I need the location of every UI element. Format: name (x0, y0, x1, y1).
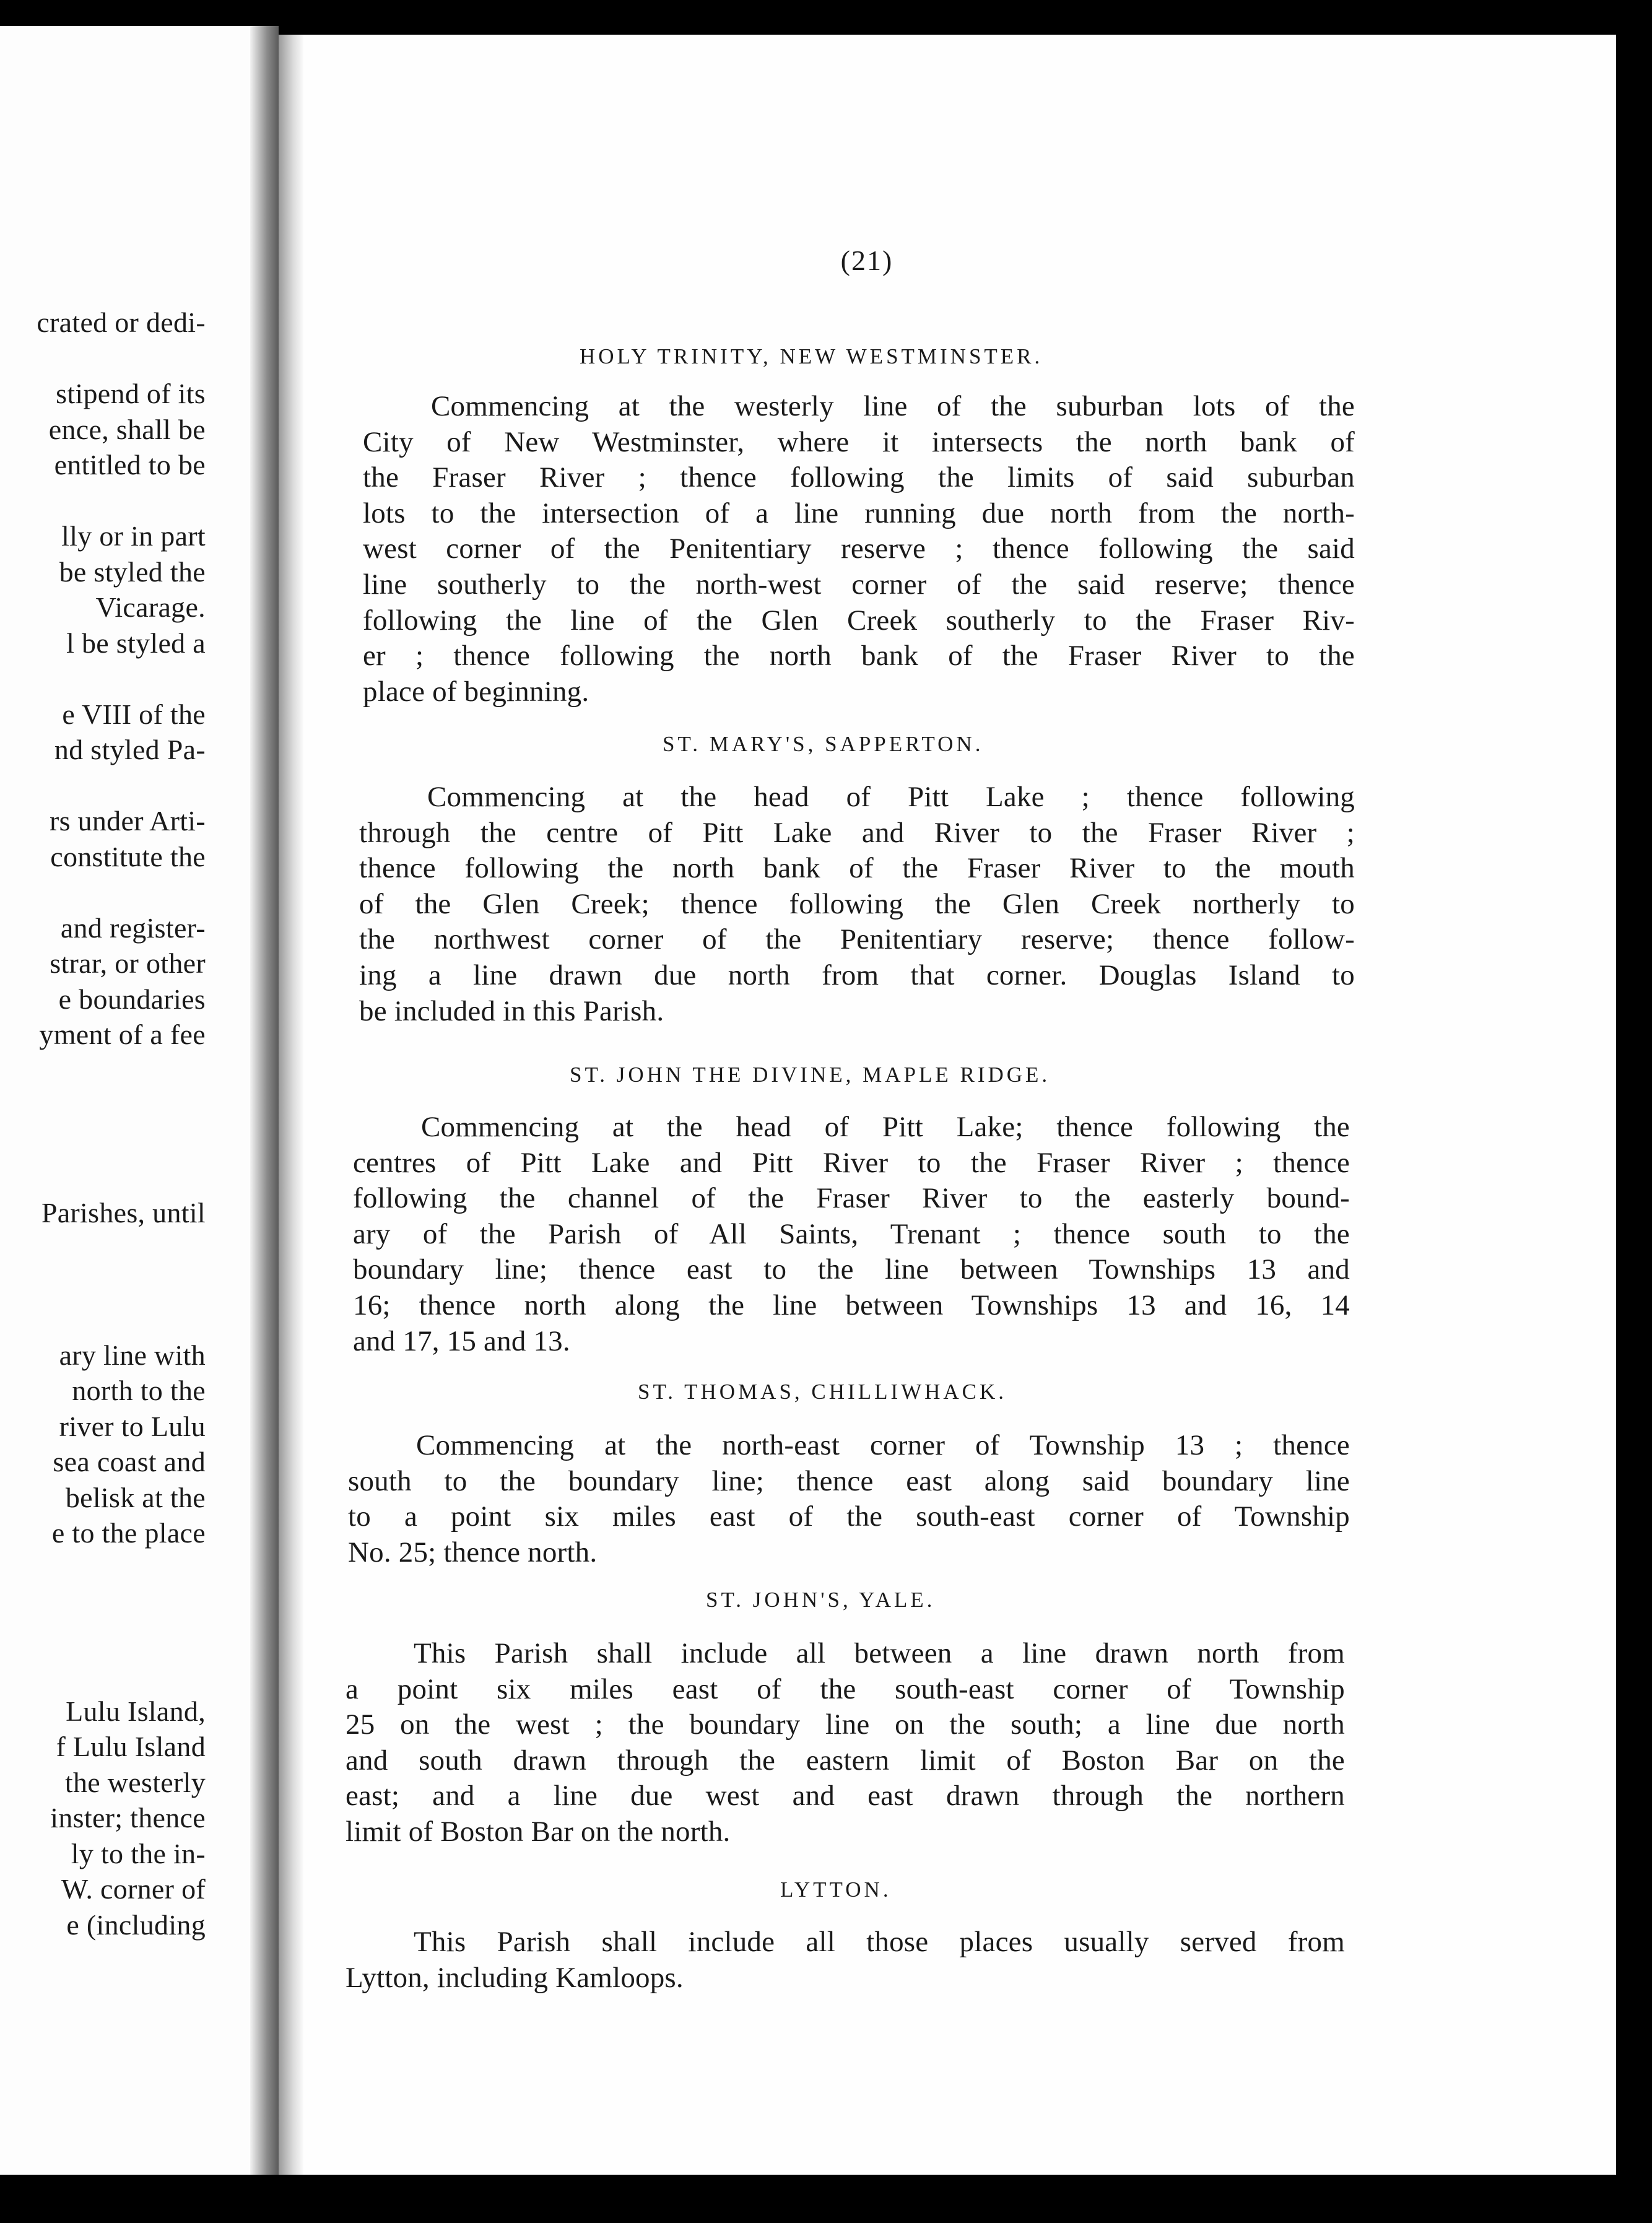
text-line: place of beginning. (363, 675, 589, 708)
left-page-line: e to the place (51, 1517, 206, 1549)
section-text-st-thomas (348, 1428, 1350, 1570)
section-text-st-johns-yale (346, 1636, 1345, 1850)
text-line: boundary line; thence east to the line between Townships 13 and (353, 1253, 1350, 1286)
left-page-line: nd styled Pa- (54, 734, 206, 765)
text-line: the northwest corner of the Penitentiary reserve; thence follow- (359, 923, 1355, 956)
left-page-line: the westerly (64, 1766, 206, 1798)
left-facing-page (0, 26, 279, 2175)
left-page-line: constitute the (50, 840, 206, 872)
text-line: south to the boundary line; thence east along said boundary line (348, 1464, 1350, 1497)
text-line: City of New Westminster, where it intersects the north bank of (363, 425, 1355, 458)
section-heading-st-john-the-divine: ST. JOHN THE DIVINE, MAPLE RIDGE. (570, 1063, 1051, 1087)
section-text-lytton (346, 1925, 1345, 1996)
text-line: Commencing at the westerly line of the suburban lots of the (431, 390, 1355, 422)
text-line: a point six miles east of the south-east corner of Township (346, 1673, 1345, 1705)
left-page-line: north to the (72, 1375, 206, 1406)
text-line: This Parish shall include all those places usually served from (414, 1926, 1345, 1958)
section-text-st-marys (359, 780, 1355, 1029)
section-heading-st-johns-yale: ST. JOHN'S, YALE. (706, 1588, 936, 1612)
text-line: ary of the Parish of All Saints, Trenant ; thence south to the (353, 1217, 1350, 1250)
page-number: (21) (840, 245, 893, 276)
text-line: thence following the north bank of the Fraser River to the mouth (359, 852, 1355, 885)
left-page-line: yment of a fee (39, 1019, 206, 1050)
text-line: Commencing at the head of Pitt Lake ; thence following (427, 781, 1355, 813)
left-page-line: e (including (66, 1908, 206, 1941)
left-page-line: W. corner of (61, 1873, 206, 1905)
left-page-line: f Lulu Island (56, 1731, 206, 1762)
text-line: 16; thence north along the line between Townships 13 and 16, 14 (353, 1289, 1350, 1321)
text-line: the Fraser River ; thence following the limits of said suburban (363, 461, 1355, 494)
text-line: following the line of the Glen Creek southerly to the Fraser Riv- (363, 604, 1355, 637)
text-line: Lytton, including Kamloops. (346, 1961, 684, 1994)
left-page-line: ence, shall be (48, 413, 206, 445)
left-page-line: entitled to be (54, 449, 206, 481)
text-line: through the centre of Pitt Lake and River to the Fraser River ; (359, 816, 1355, 849)
text-line: east; and a line due west and east drawn through the northern (346, 1780, 1345, 1812)
text-line: be included in this Parish. (359, 994, 664, 1027)
left-page-line: rs under Arti- (49, 805, 206, 837)
section-heading-holy-trinity: HOLY TRINITY, NEW WESTMINSTER. (580, 344, 1043, 368)
page-gutter-shadow (279, 35, 303, 2175)
left-page-line: ly to the in- (71, 1837, 206, 1869)
section-heading-lytton: LYTTON. (780, 1877, 892, 1902)
left-page-line: e VIII of the (62, 698, 206, 730)
main-page (279, 35, 1616, 2175)
section-text-st-john-the-divine (353, 1110, 1350, 1359)
left-page-line: river to Lulu (59, 1410, 206, 1442)
text-line: and 17, 15 and 13. (353, 1325, 570, 1357)
left-page-line: Vicarage. (95, 591, 206, 623)
section-text-holy-trinity (363, 389, 1355, 710)
left-page-line: stipend of its (56, 378, 206, 409)
text-line: and south drawn through the eastern limit of Boston Bar on the (346, 1744, 1345, 1777)
text-line: lots to the intersection of a line running due north from the north- (363, 497, 1355, 529)
left-page-line: crated or dedi- (37, 307, 206, 338)
section-heading-st-marys: ST. MARY'S, SAPPERTON. (663, 732, 984, 756)
left-page-line: strar, or other (50, 947, 206, 979)
text-line: following the channel of the Fraser River to the easterly bound- (353, 1182, 1350, 1215)
left-page-line: ary line with (59, 1339, 206, 1371)
left-page-line: sea coast and (53, 1446, 206, 1477)
left-page-spine-shadow (250, 26, 279, 2175)
left-page-line: and register- (60, 911, 206, 944)
section-heading-st-thomas: ST. THOMAS, CHILLIWHACK. (638, 1380, 1007, 1404)
text-line: west corner of the Penitentiary reserve ; thence following the said (363, 533, 1355, 565)
text-line: 25 on the west ; the boundary line on the south; a line due north (346, 1708, 1345, 1741)
scan-border-right (1616, 35, 1652, 2175)
left-page-line: Lulu Island, (66, 1695, 206, 1727)
left-page-line: Parishes, until (41, 1196, 206, 1229)
left-page-line: inster; thence (50, 1802, 206, 1834)
text-line: ing a line drawn due north from that corner. Douglas Island to (359, 959, 1355, 991)
left-page-line: lly or in part (61, 520, 206, 552)
text-line: No. 25; thence north. (348, 1536, 598, 1568)
text-line: of the Glen Creek; thence following the Glen Creek northerly to (359, 887, 1355, 920)
text-line: limit of Boston Bar on the north. (346, 1815, 731, 1848)
text-line: centres of Pitt Lake and Pitt River to the Fraser River ; thence (353, 1146, 1350, 1179)
left-page-line: belisk at the (65, 1481, 206, 1513)
left-page-line: be styled the (59, 555, 206, 588)
text-line: to a point six miles east of the south-east corner of Township (348, 1500, 1350, 1533)
left-page-line: e boundaries (58, 983, 206, 1015)
left-page-line: l be styled a (66, 627, 206, 659)
text-line: Commencing at the north-east corner of Township 13 ; thence (416, 1429, 1350, 1461)
text-line: Commencing at the head of Pitt Lake; thence following the (421, 1111, 1350, 1143)
text-line: This Parish shall include all between a line drawn north from (414, 1637, 1345, 1669)
text-line: er ; thence following the north bank of the Fraser River to the (363, 640, 1355, 672)
text-line: line southerly to the north-west corner of the said reserve; thence (363, 568, 1355, 601)
